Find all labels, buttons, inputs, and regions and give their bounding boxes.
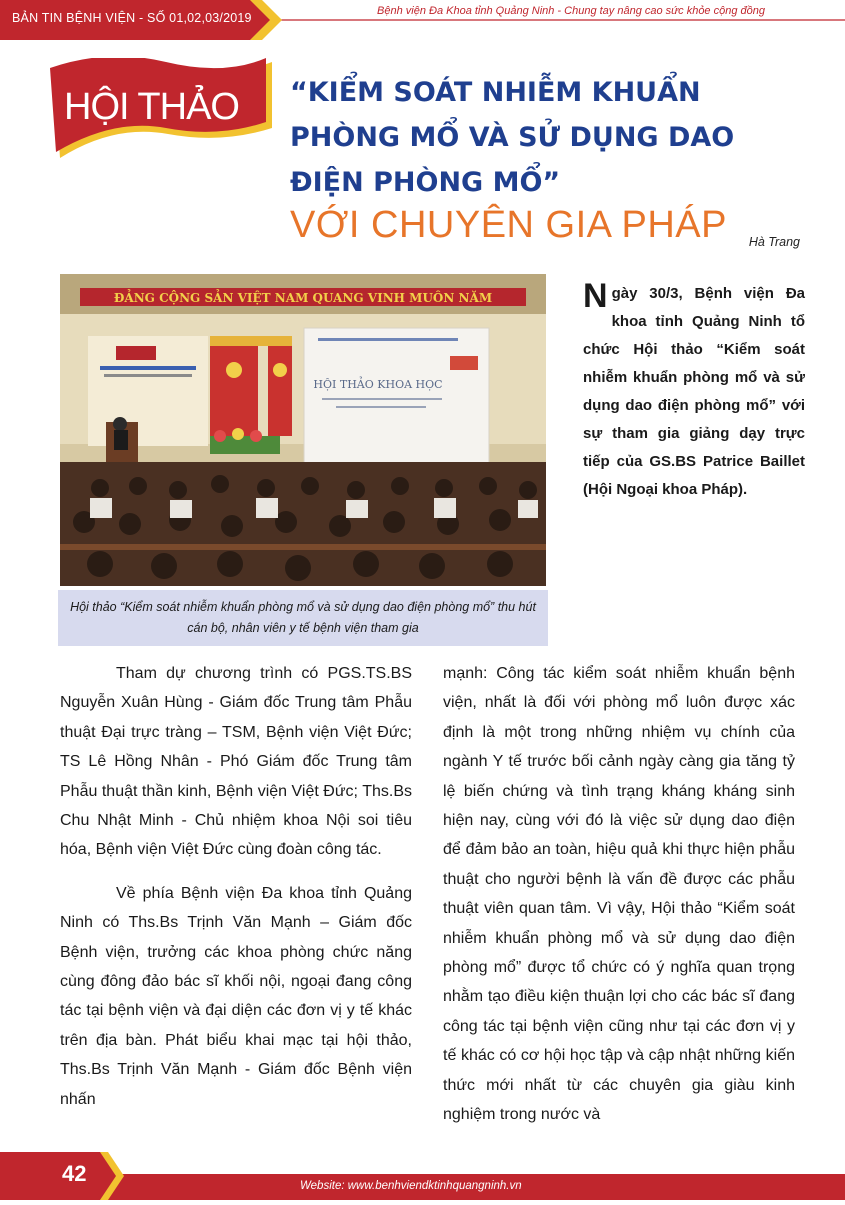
title-line: “KIỂM SOÁT NHIỄM KHUẨN — [290, 77, 701, 108]
title-line: PHÒNG MỔ VÀ SỬ DỤNG DAO — [290, 122, 735, 153]
newsletter-issue: BẢN TIN BỆNH VIỆN - SỐ 01,02,03/2019 — [12, 11, 252, 25]
lead-paragraph — [583, 277, 805, 504]
lead-text: gày 30/3, Bệnh viện Đa khoa tỉnh Quảng Ninh tổ chức Hội thảo “Kiểm soát nhiễm khuẩn phòng mổ và sử dụng dao điện phòng mổ” với sự tham gia giảng dạy trực tiếp của GS.BS Patrice Baillet (Hội Ngoại khoa Pháp). — [583, 285, 805, 498]
article-title — [290, 70, 810, 205]
header-tagline: Bệnh viện Đa Khoa tỉnh Quảng Ninh - Chung tay nâng cao sức khỏe cộng đồng — [377, 5, 765, 17]
hall-banner-text: ĐẢNG CỘNG SẢN VIỆT NAM QUANG VINH MUÔN NĂM — [113, 291, 493, 305]
page-number: 42 — [62, 1161, 87, 1186]
footer-shape — [0, 1152, 845, 1200]
section-label: HỘI THẢO — [64, 86, 239, 128]
body-paragraph: Tham dự chương trình có PGS.TS.BS Nguyễn Xuân Hùng - Giám đốc Trung tâm Phẫu thuật Đại trực tràng – TSM, Bệnh viện Việt Đức; TS Lê Hồng Nhân - Phó Giám đốc Trung tâm Phẫu thuật thần kinh, Bệnh viện Việt Đức; Ths.Bs Chu Nhật Minh - Chủ nhiệm khoa Nội soi tiêu hóa, Bệnh viện Việt Đức cùng đoàn công tác. — [60, 665, 412, 859]
conference-hall-illustration — [60, 274, 546, 586]
screen-title-text: HỘI THẢO KHOA HỌC — [313, 378, 443, 391]
drop-cap: N — [583, 277, 608, 315]
footer-bar — [0, 1152, 845, 1200]
conference-photo — [58, 272, 548, 588]
body-column-right — [443, 659, 795, 1130]
body-column-left — [60, 659, 412, 1114]
photo-caption: Hội thảo “Kiểm soát nhiễm khuẩn phòng mổ và sử dụng dao điện phòng mổ” thu hút cán bộ, nhân viên y tế bệnh viện tham gia — [70, 600, 536, 635]
title-line: ĐIỆN PHÒNG MỔ” — [290, 167, 561, 198]
photo-caption-box — [58, 590, 548, 646]
body-paragraph: Về phía Bệnh viện Đa khoa tỉnh Quảng Ninh có Ths.Bs Trịnh Văn Mạnh – Giám đốc Bệnh viện, trưởng các khoa phòng chức năng cùng đông đảo bác sĩ khối nội, ngoại đang công tác tại bệnh viện và đại diện các đơn vị y tế khác trên địa bàn. Phát biểu khai mạc tại hội thảo, Ths.Bs Trịnh Văn Mạnh - Giám đốc Bệnh viện nhấn — [60, 884, 412, 1108]
body-paragraph: mạnh: Công tác kiểm soát nhiễm khuẩn bệnh viện, nhất là đối với phòng mổ luôn được xác định là một trong những nhiệm vụ chính của ngành Y tế trước bối cảnh ngày càng gia tăng tỷ lệ biến chứng và tình trạng kháng kháng sinh hiện nay, cùng với đó là việc sử dụng dao điện để đảm bảo an toàn, hiệu quả khi thực hiện phẫu thuật cho người bệnh là vấn đề được các phẫu thuật viên quan tâm. Vì vậy, Hội thảo “Kiểm soát nhiễm khuẩn phòng mổ và sử dụng dao điện phòng mổ” được tổ chức có ý nghĩa quan trọng nhằm tạo điều kiện thuận lợi cho các bác sĩ đang công tác tại bệnh viện cũng như tại các đơn vị y tế khác có cơ hội học tập và cập nhật những kiến thức mới nhất từ các chuyên gia giàu kinh nghiệm trong nước và — [443, 665, 795, 1124]
footer-website: Website: www.benhviendktinhquangninh.vn — [300, 1180, 522, 1192]
author-name: Hà Trang — [748, 235, 800, 249]
article-subtitle: VỚI CHUYÊN GIA PHÁP — [290, 204, 727, 246]
